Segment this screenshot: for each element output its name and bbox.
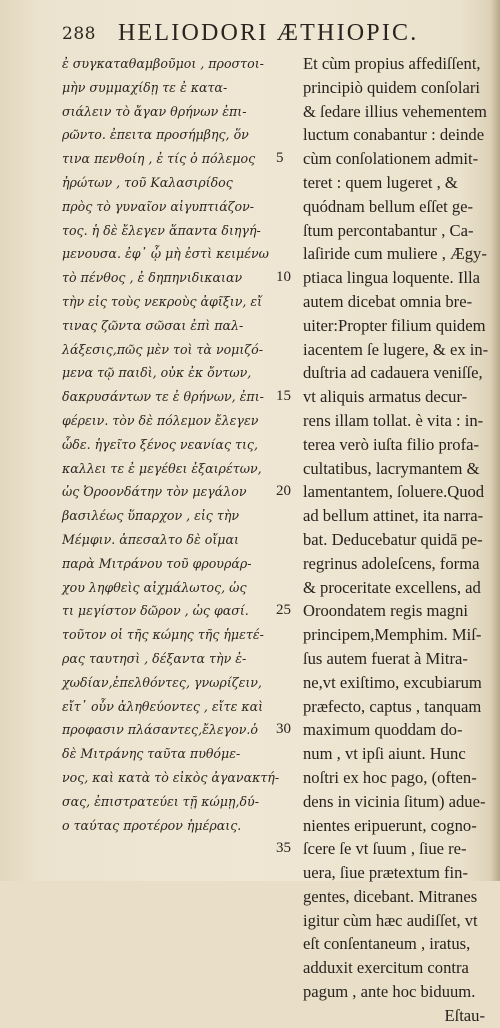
latin-text-line: uiter:Propter filium quidem [303,315,486,335]
line-number [276,433,298,457]
line-number [276,409,298,433]
line-number [276,885,298,909]
page-header [62,18,482,46]
latin-text-line: præfecto, captus , tanquam [303,696,482,716]
line-number [276,338,298,362]
latin-text-line: uera, ſiue prætextum fin- [303,863,468,883]
line-number [276,52,298,76]
greek-text-line: μενα τῷ παιδὶ, οὐκ ἐκ ὄντων, [62,365,252,381]
latin-text-column [303,52,493,1028]
greek-text-line: ρῶντο. ἐπειτα προσήμβης, ὅν [62,127,249,143]
greek-text-line: πρὸς τὸ γυναῖον αἰγυπτιάζον- [62,198,255,214]
latin-text-line: nientes eripuerunt, cogno- [303,815,477,835]
greek-text-line: Μέμφιν. ἀπεσαλτο δὲ οἴμαι [62,531,239,547]
greek-text-line: ὧδε. ἡγεῖτο ξένος νεανίας τις, [62,436,258,452]
line-number [276,100,298,124]
greek-text-line: ο ταύτας προτέρον ἡμέραις. [62,817,242,833]
latin-text-line: gentes, dicebant. Mitranes [303,886,478,906]
line-number [276,647,298,671]
page-number: 288 [62,24,96,44]
line-number: 15 [276,388,291,405]
latin-text-line: luctum conabantur : deinde [303,125,485,145]
greek-text-line: ἐ συγκαταθαμβοῦμοι , προστοι- [62,56,264,71]
latin-text-line: num , vt ipſi aiunt. Hunc [303,744,466,764]
line-number [276,766,298,790]
line-number [276,314,298,338]
line-number [276,528,298,552]
latin-text-line: Et cùm propius affediſſent, [303,54,481,73]
line-number [276,504,298,528]
line-number: 35 [276,840,291,857]
greek-text-line: τι μεγίστον δῶρον , ὡς φασί. [62,603,249,619]
line-number [276,219,298,243]
line-number [276,742,298,766]
line-number [276,861,298,885]
greek-text-line: χου ληφθεὶς αἰχμάλωτος, ὡς [62,579,247,595]
line-number [276,623,298,647]
latin-text-line: igitur cùm hæc audiſſet, vt [303,910,478,930]
greek-text-line: παρὰ Μιτράνου τοῦ φρουράρ- [62,555,252,571]
latin-text-line: vt aliquis armatus decur- [303,387,468,407]
greek-text-line: δακρυσάντων τε ἐ θρήνων, ἐπι- [62,389,264,405]
greek-text-column [62,52,292,837]
latin-text-line: & ſedare illius vehementem [303,101,487,121]
latin-text-line: ſus autem fuerat à Mitra- [303,648,468,668]
greek-text-line: ὡς Ὀροονδάτην τὸν μεγάλον [62,484,247,500]
greek-text-line: ρας ταυτησὶ , δέξαντα τὴν ἐ- [62,650,247,666]
latin-text-line: rens illam tollat. è vita : in- [303,410,484,430]
greek-text-line: σιάλειν τὸ ἄγαν θρήνων ἐπι- [62,103,247,119]
latin-text-line: iacentem ſe lugere, & ex in- [303,339,489,359]
line-number: 30 [276,721,291,738]
latin-text-line: autem dicebat omnia bre- [303,291,473,311]
latin-text-line: pagum , ante hoc biduum. [303,982,476,1002]
line-number [276,123,298,147]
latin-text-line: lamentantem, ſoluere.Quod [303,482,485,502]
greek-text-line: φέρειν. τὸν δὲ πόλεμον ἔλεγεν [62,412,259,428]
greek-text-line: σας, ἐπιστρατεύει τῇ κώμῃ,δύ- [62,793,259,809]
latin-text-line: regrinus adoleſcens, forma [303,553,480,573]
greek-text-line: ἠρώτων , τοῦ Καλασιρίδος [62,174,233,190]
line-number: 25 [276,602,291,619]
greek-text-line: καλλει τε ἐ μεγέθει ἐξαιρέτων, [62,460,262,476]
latin-text-line: dens in vicinia ſitum) adue- [303,791,486,811]
latin-text-line: principiò quidem conſolari [303,77,480,97]
greek-text-line: μενουσα. ἐφ᾽ ᾧ μὴ ἐστὶ κειμένω [62,246,269,262]
latin-text-line: ptiaca lingua loquente. Illa [303,268,480,288]
latin-text-line: ad bellum attinet, ita narra- [303,506,484,526]
greek-text-line: εἴτ᾽ οὖν ἀληθεύοντες , εἴτε καὶ [62,698,264,714]
latin-text-line: & proceritate excellens, ad [303,577,481,597]
latin-text-line: Oroondatem regis magni [303,601,468,621]
line-number [276,242,298,266]
latin-text-line: teret : quem lugeret , & [303,172,458,192]
page-edge-shadow [490,0,500,881]
greek-text-line: τὸ πένθος , ἐ δηπηνιδικαιαν [62,270,243,286]
greek-text-line: μὴν συμμαχίδῃ τε ἐ κατα- [62,79,228,95]
line-number [276,76,298,100]
latin-text-line: adduxit exercitum contra [303,958,469,978]
greek-text-line: τινας ζῶντα σῶσαι ἐπὶ παλ- [62,317,244,333]
latin-text-line: maximum quoddam do- [303,720,463,740]
latin-text-line: cùm conſolationem admit- [303,149,479,169]
greek-text-line: χωδίαν,ἐπελθόντες, γνωρίζειν, [62,674,262,690]
catchword: Eſtau- [444,1005,485,1025]
latin-text-line: eſt conſentaneum , iratus, [303,934,471,954]
latin-text-line: noſtri ex hoc pago, (often- [303,767,477,787]
line-number [276,576,298,600]
latin-text-line: bat. Deducebatur quidā pe- [303,529,483,549]
greek-text-line: τοῦτον οἱ τῆς κώμης τῆς ἡμετέ- [62,627,264,643]
latin-text-line: laſiride cum muliere , Ægy- [303,244,487,264]
line-number [276,361,298,385]
line-number [276,790,298,814]
greek-text-line: τος. ἡ δὲ ἔλεγεν ἅπαντα διηγή- [62,222,261,238]
greek-text-line: βασιλέως ὕπαρχον , εἰς τὴν [62,508,240,524]
line-number [276,695,298,719]
latin-text-line: cultatibus, lacrymantem & [303,458,480,478]
latin-text-line: principem,Memphim. Miſ- [303,625,482,645]
line-number: 10 [276,269,291,286]
latin-text-line: ſtum percontabantur , Ca- [303,220,474,240]
greek-text-line: τὴν εἰς τοὺς νεκροὺς ἀφῖξιν, εἴ [62,293,263,309]
line-number [276,552,298,576]
latin-text-line: quódnam bellum eſſet ge- [303,196,474,216]
line-number [276,171,298,195]
line-number [276,195,298,219]
line-number [276,814,298,838]
line-number [276,909,298,933]
line-number: 5 [276,150,284,167]
greek-text-line: προφασιν πλάσαντες,ἔλεγον.ὁ [62,722,258,738]
line-number-column [276,52,298,932]
line-number: 20 [276,483,291,500]
greek-text-line: λάξεσις,πῶς μὲν τοὶ τὰ νομιζό- [62,341,263,357]
line-number [276,290,298,314]
running-title: HELIODORI ÆTHIOPIC. [118,20,419,46]
latin-text-line: duſtria ad cadauera veniſſe, [303,363,483,383]
latin-text-line: terea verò iuſta filio profa- [303,434,479,454]
line-number [276,457,298,481]
latin-text-line: ſcere ſe vt ſuum , ſiue re- [303,839,467,859]
line-number [276,671,298,695]
greek-text-line: νος, καὶ κατὰ τὸ εἰκὸς ἀγανακτή- [62,769,280,785]
greek-text-line: δὲ Μιτράνης ταῦτα πυθόμε- [62,746,241,762]
greek-text-line: τινα πενθοίη , ἐ τίς ὁ πόλεμος [62,151,256,167]
latin-text-line: ne,vt exiſtimo, excubiarum [303,672,482,692]
